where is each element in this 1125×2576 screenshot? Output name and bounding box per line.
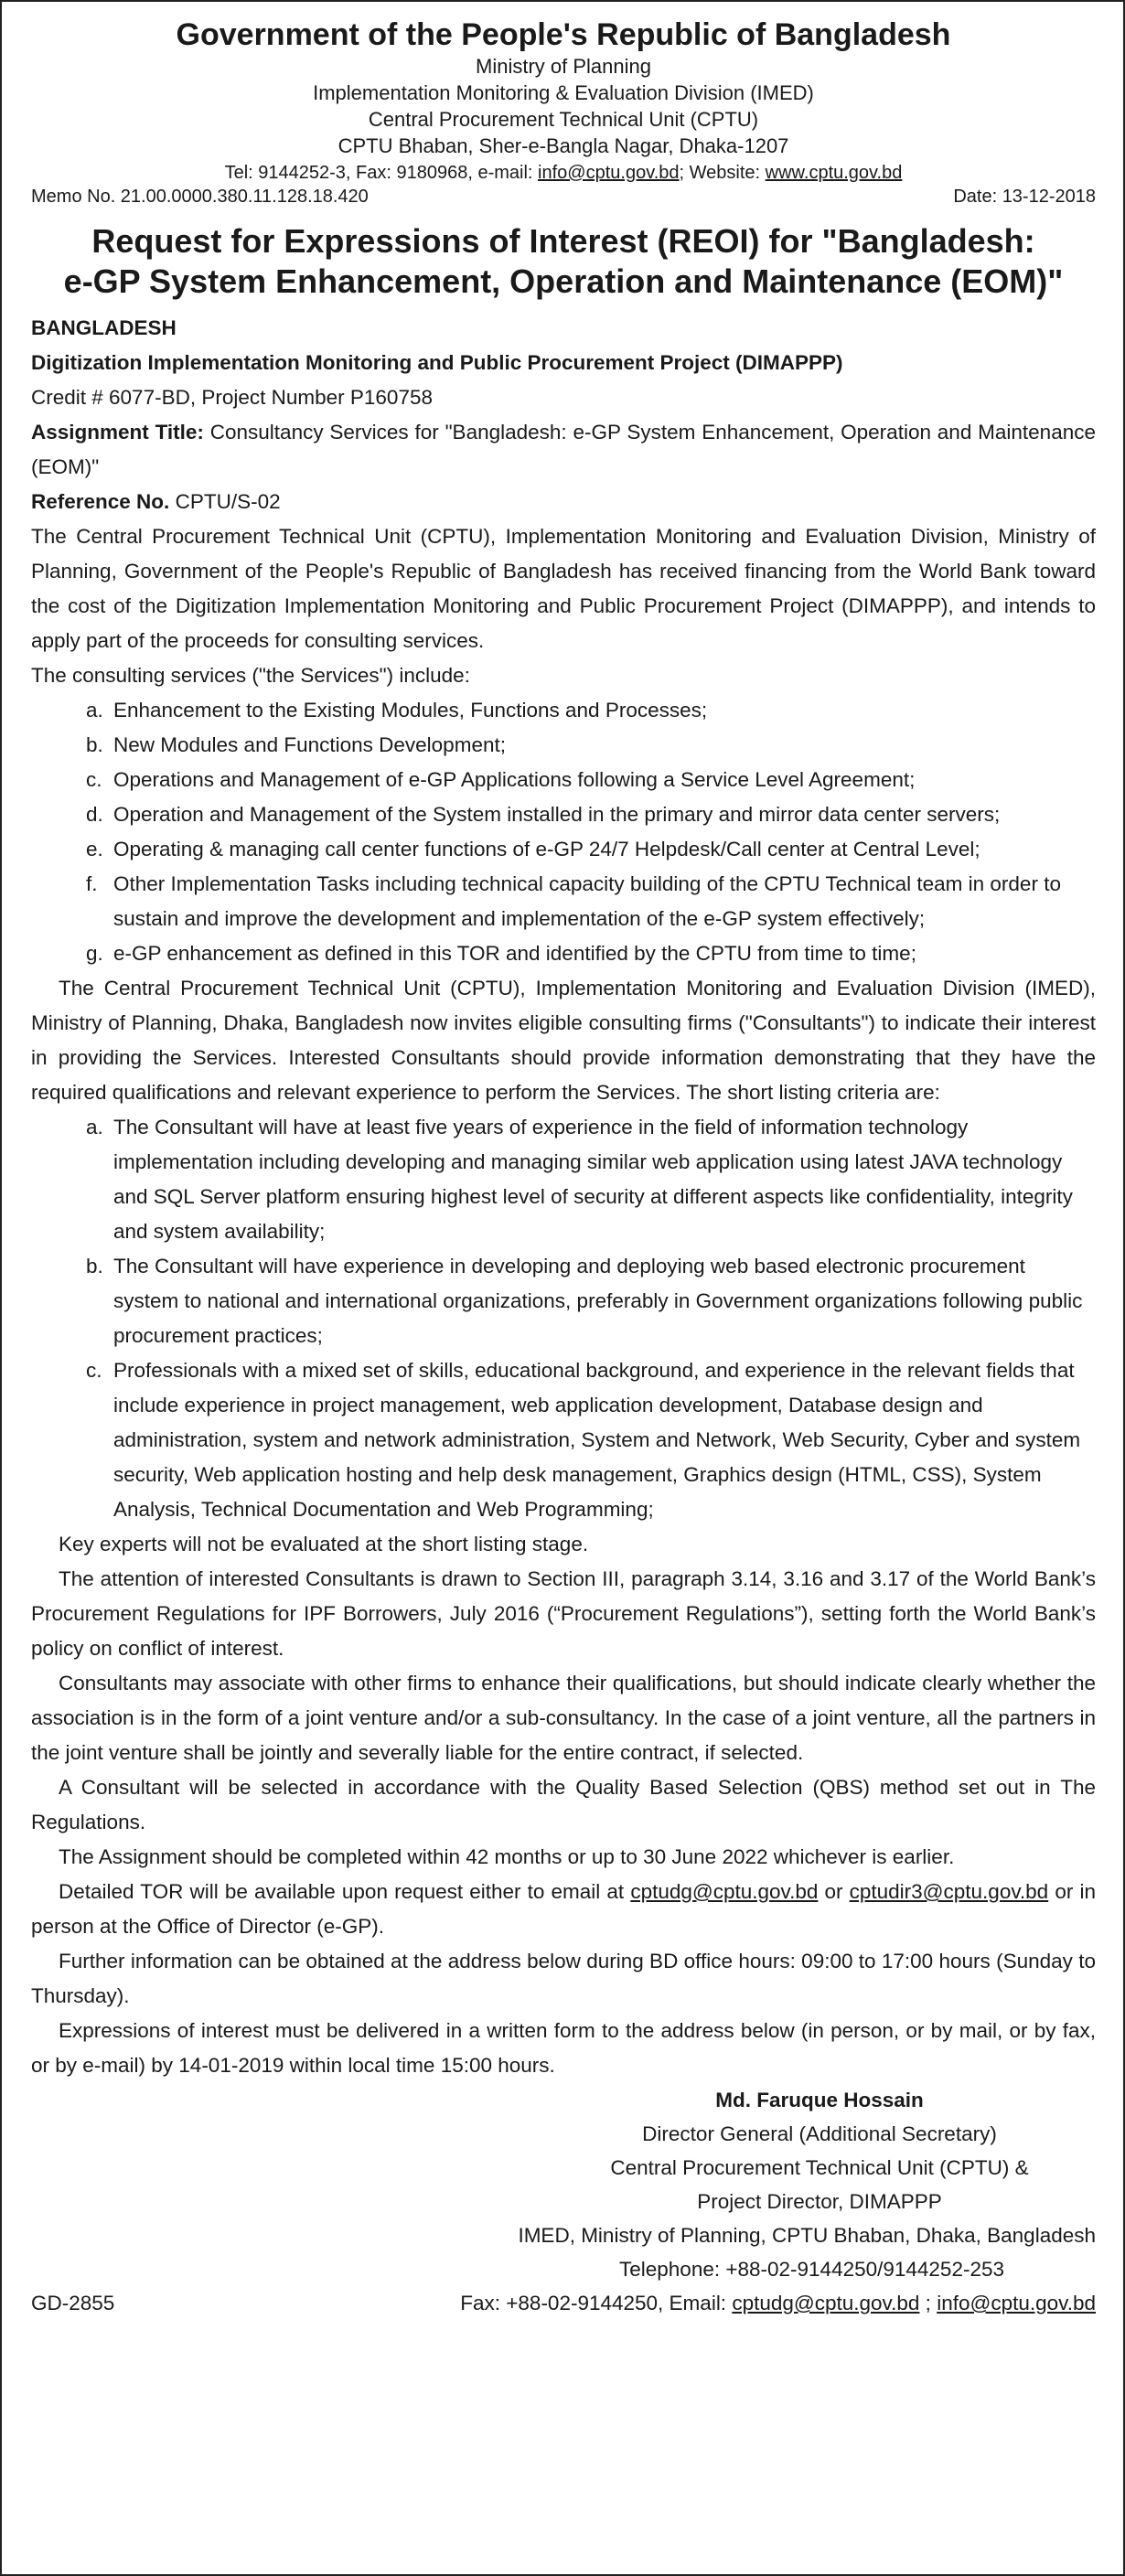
notice-body [31, 311, 1096, 2083]
list-item-text: The Consultant will have experience in developing and deploying web based electronic procurement system to national and international organizations, preferably in Government organizations following public procurement practices; [113, 1255, 1083, 1347]
assignment-label: Assignment Title: [31, 421, 204, 444]
letterhead [31, 16, 1096, 185]
criteria-list [31, 1110, 1096, 1527]
list-item [86, 867, 1096, 936]
memo-number: Memo No. 21.00.0000.380.11.128.18.420 [31, 187, 369, 207]
reoi-title-line2: e-GP System Enhancement, Operation and Maintenance (EOM)" [63, 262, 1064, 300]
signatory-name: Md. Faruque Hossain [715, 2089, 924, 2111]
list-item-text: Operation and Management of the System installed in the primary and mirror data center servers; [113, 803, 1001, 826]
country-heading: BANGLADESH [31, 316, 177, 339]
footer-email-link-2[interactable]: info@cptu.gov.bd [937, 2292, 1096, 2314]
reoi-title [31, 221, 1096, 302]
list-marker: c. [86, 768, 102, 791]
signatory-title-3: Project Director, DIMAPPP [697, 2190, 942, 2213]
list-item [86, 693, 1096, 728]
memo-date: Date: 13-12-2018 [953, 187, 1096, 207]
signatory-title-1: Director General (Additional Secretary) [642, 2122, 997, 2145]
division-line: Implementation Monitoring & Evaluation Division (IMED) [313, 81, 814, 104]
reference-line [31, 485, 1096, 519]
list-marker: b. [86, 733, 103, 756]
credit-line: Credit # 6077-BD, Project Number P160758 [31, 386, 433, 409]
unit-line: Central Procurement Technical Unit (CPTU) [368, 108, 759, 131]
list-item-text: Operations and Management of e-GP Applications following a Service Level Agreement; [113, 768, 916, 791]
list-item-text: e-GP enhancement as defined in this TOR and identified by the CPTU from time to time; [113, 942, 916, 965]
email-separator: ; [925, 2292, 931, 2314]
further-info-paragraph: Further information can be obtained at the address below during BD office hours: 09:00 to 17:00 hours (Sunday to Thursday). [31, 1950, 1096, 2007]
completion-paragraph: The Assignment should be completed within 42 months or up to 30 June 2022 whichever is earlier. [59, 1845, 955, 1868]
header-website-link[interactable]: www.cptu.gov.bd [765, 163, 903, 183]
contact-line [31, 161, 1096, 185]
header-email-link[interactable]: info@cptu.gov.bd [538, 163, 680, 183]
association-paragraph: Consultants may associate with other firms to enhance their qualifications, but should indicate clearly whether the association is in the form of a joint venture and/or a sub-consultancy. In the case of a joint venture, all the partners in the joint venture shall be jointly and severally liable for the entire contract, if selected. [31, 1672, 1096, 1764]
list-item-text: Enhancement to the Existing Modules, Functions and Processes; [113, 699, 708, 721]
ministry-line: Ministry of Planning [476, 55, 651, 78]
list-item [86, 728, 1096, 763]
signatory-address: IMED, Ministry of Planning, CPTU Bhaban, Dhaka, Bangladesh [518, 2224, 1096, 2247]
assignment-text: Consultancy Services for "Bangladesh: e-GP System Enhancement, Operation and Maintenance (EOM)" [31, 421, 1096, 478]
services-list [31, 693, 1096, 971]
address-line: CPTU Bhaban, Sher-e-Bangla Nagar, Dhaka-1207 [338, 134, 789, 157]
assignment-title [31, 415, 1096, 485]
tor-prefix: Detailed TOR will be available upon request either to email at [59, 1880, 625, 1903]
tor-email-link-1[interactable]: cptudg@cptu.gov.bd [630, 1880, 819, 1903]
delivery-paragraph: Expressions of interest must be delivered in a written form to the address below (in person, or by mail, or by fax, or by e-mail) by 14-01-2019 within local time 15:00 hours. [31, 2019, 1096, 2077]
reoi-title-line1: Request for Expressions of Interest (REOI) for "Bangladesh: [91, 222, 1035, 260]
signatory-title-2: Central Procurement Technical Unit (CPTU) & [610, 2156, 1029, 2179]
list-item [86, 763, 1096, 797]
contact-prefix: Tel: 9144252-3, Fax: 9180968, e-mail: [224, 163, 533, 183]
key-experts-paragraph: Key experts will not be evaluated at the short listing stage. [59, 1533, 589, 1555]
tor-email-link-2[interactable]: cptudir3@cptu.gov.bd [849, 1880, 1049, 1903]
list-item [86, 936, 1096, 971]
list-marker: f. [86, 872, 98, 895]
list-item [86, 1353, 1096, 1527]
gd-code: GD-2855 [31, 2292, 115, 2314]
footer-email-link-1[interactable]: cptudg@cptu.gov.bd [732, 2292, 920, 2314]
list-item-text: New Modules and Functions Development; [113, 733, 506, 756]
memo-row [31, 185, 1096, 208]
list-item-text: The Consultant will have at least five years of experience in the field of information technology implementation including developing and managing similar web application using latest JAVA technology and SQL Server platform ensuring highest level of security at different aspects like confidentiality, integrity and system availability; [113, 1116, 1073, 1243]
financing-paragraph: The Central Procurement Technical Unit (CPTU), Implementation Monitoring and Evaluation Division, Ministry of Planning, Government of the People's Republic of Bangladesh has received financing from the World Bank toward the cost of the Digitization Implementation Monitoring and Public Procurement Project (DIMAPPP), and intends to apply part of the proceeds for consulting services. [31, 525, 1096, 652]
signatory-telephone: Telephone: +88-02-9144250/9144252-253 [619, 2258, 1004, 2281]
list-marker: g. [86, 942, 103, 965]
selection-paragraph: A Consultant will be selected in accordance with the Quality Based Selection (QBS) method set out in The Regulations. [31, 1776, 1096, 1833]
attention-paragraph: The attention of interested Consultants is drawn to Section III, paragraph 3.14, 3.16 and 3.17 of the World Bank’s Procurement Regulations for IPF Borrowers, July 2016 (“Procurement Regulations”), setting forth the World Bank’s policy on conflict of interest. [31, 1567, 1096, 1660]
list-marker: c. [86, 1359, 102, 1382]
list-item [86, 1249, 1096, 1353]
list-marker: d. [86, 803, 103, 826]
list-item-text: Professionals with a mixed set of skills, educational background, and experience in the relevant fields that include experience in project management, web application development, Database design and administration, system and network administration, System and Network, Web Security, Cyber and system security, Web application hosting and help desk management, Graphics design (HTML, CSS), System Analysis, Technical Documentation and Web Programming; [113, 1359, 1081, 1521]
list-item [86, 797, 1096, 832]
list-marker: e. [86, 838, 103, 860]
signatory-contact [31, 2218, 1096, 2286]
tor-paragraph [31, 1875, 1096, 1944]
list-item [86, 1110, 1096, 1249]
project-heading: Digitization Implementation Monitoring and Public Procurement Project (DIMAPPP) [31, 351, 843, 374]
government-title: Government of the People's Republic of Bangladesh [176, 17, 951, 52]
tor-suffix: or in person at the Office of Director (e-GP). [31, 1880, 1096, 1938]
list-marker: a. [86, 699, 103, 721]
list-item-text: Operating & managing call center functions of e-GP 24/7 Helpdesk/Call center at Central Level; [113, 838, 980, 860]
list-item [86, 832, 1096, 867]
reference-text: CPTU/S-02 [175, 490, 281, 513]
footer-contact [460, 2286, 1096, 2320]
list-item-text: Other Implementation Tasks including technical capacity building of the CPTU Technical team in order to sustain and improve the development and implementation of the e-GP system effectively; [113, 872, 1061, 930]
website-prefix: ; Website: [679, 163, 761, 183]
reference-label: Reference No. [31, 490, 170, 513]
signature-block [543, 2083, 1096, 2218]
list-marker: b. [86, 1255, 103, 1277]
footer-row [31, 2286, 1096, 2320]
list-marker: a. [86, 1116, 103, 1138]
invitation-paragraph: The Central Procurement Technical Unit (CPTU), Implementation Monitoring and Evaluation Division (IMED), Ministry of Planning, Dhaka, Bangladesh now invites eligible consulting firms ("Consultants") to indicate their interest in providing the Services. Interested Consultants should provide information demonstrating that they have the required qualifications and relevant experience to perform the Services. The short listing criteria are: [31, 977, 1096, 1104]
services-intro: The consulting services ("the Services") include: [31, 664, 470, 687]
fax-prefix: Fax: +88-02-9144250, Email: [460, 2292, 727, 2314]
tor-or: or [824, 1880, 843, 1903]
